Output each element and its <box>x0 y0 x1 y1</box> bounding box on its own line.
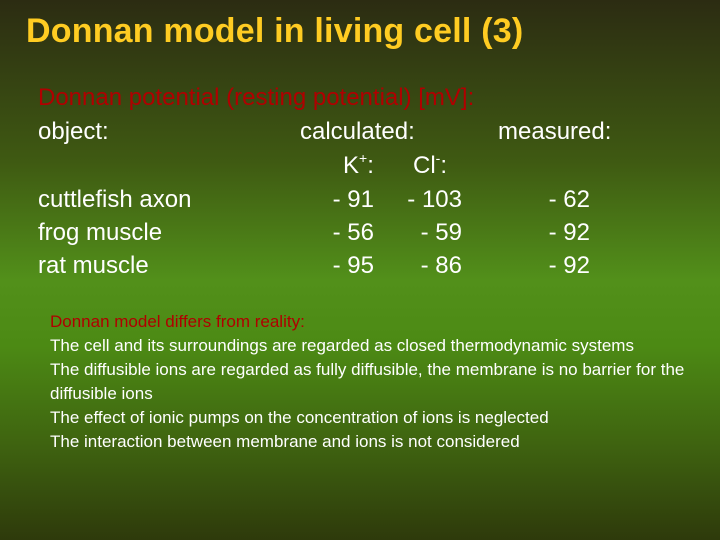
row-k-value: - 91 <box>332 186 374 213</box>
table-row <box>0 186 720 216</box>
ion-k-label: K+: <box>343 150 374 179</box>
row-measured-value: - 92 <box>548 219 590 246</box>
note-item: The diffusible ions are regarded as fully diffusible, the membrane is no barrier for the diffusible ions <box>50 360 685 403</box>
note-item: The interaction between membrane and ions is not considered <box>50 432 520 451</box>
ion-subheader-row <box>0 152 720 182</box>
row-cl-value: - 86 <box>420 252 462 279</box>
header-calculated: calculated: <box>300 118 415 145</box>
note-item: The cell and its surroundings are regarded as closed thermodynamic systems <box>50 336 634 355</box>
notes-intro: Donnan model differs from reality: <box>50 312 305 331</box>
row-measured-value: - 62 <box>548 186 590 213</box>
table-heading: Donnan potential (resting potential) [mV]: <box>38 84 475 111</box>
table-row <box>0 252 720 282</box>
row-k-value: - 95 <box>332 252 374 279</box>
header-object: object: <box>38 118 109 145</box>
table-header-row <box>0 118 720 148</box>
row-object: cuttlefish axon <box>38 186 192 213</box>
table-row <box>0 219 720 249</box>
row-cl-value: - 59 <box>420 219 462 246</box>
header-measured: measured: <box>498 118 612 145</box>
slide-title: Donnan model in living cell (3) <box>26 12 524 50</box>
row-object: rat muscle <box>38 252 149 279</box>
notes-block <box>50 310 690 454</box>
row-measured-value: - 92 <box>548 252 590 279</box>
note-item: The effect of ionic pumps on the concentration of ions is neglected <box>50 408 549 427</box>
row-object: frog muscle <box>38 219 163 246</box>
row-cl-value: - 103 <box>407 186 462 213</box>
ion-cl-label: Cl-: <box>413 150 448 179</box>
row-k-value: - 56 <box>332 219 374 246</box>
